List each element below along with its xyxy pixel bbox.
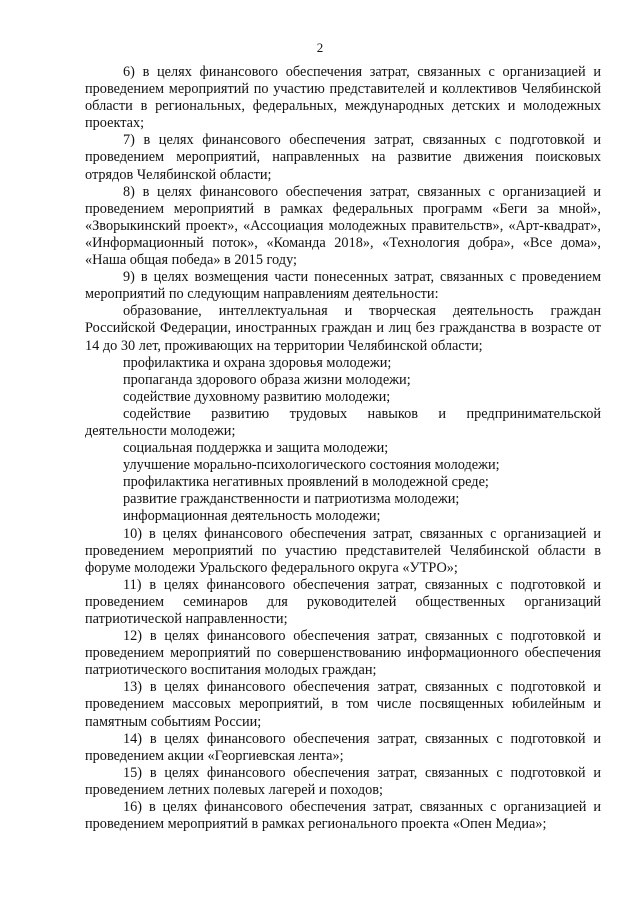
sub-item-health: профилактика и охрана здоровья молодежи; bbox=[123, 354, 392, 371]
paragraph-item-13: 13) в целях финансового обеспечения затрат, связанных с подготовкой и проведением массовых мероприятий, в том числе посвященных юбилейным и памятным событиям России; bbox=[85, 679, 601, 730]
paragraph-item-14: 14) в целях финансового обеспечения затрат, связанных с подготовкой и проведением акции «Георгиевская лента»; bbox=[85, 730, 601, 764]
sub-item-information: информационная деятельность молодежи; bbox=[123, 508, 381, 525]
paragraph-item-10: 10) в целях финансового обеспечения затрат, связанных с организацией и проведением мероприятий по участию представителей Челябинской области в форуме молодежи Уральского федерального округа «УТРО»; bbox=[85, 525, 601, 576]
sub-item-social: социальная поддержка и защита молодежи; bbox=[123, 440, 389, 457]
sub-item-labor: содействие развитию трудовых навыков и предпринимательской деятельности молодежи; bbox=[85, 405, 601, 439]
paragraph-item-16: 16) в целях финансового обеспечения затрат, связанных с организацией и проведением мероприятий в рамках регионального проекта «Опен Медиа»; bbox=[85, 799, 601, 833]
sub-item-education: образование, интеллектуальная и творческая деятельность граждан Российской Федерации, иностранных граждан и лиц без гражданства в возрасте от 14 до 30 лет, проживающих на территории Челябинской области; bbox=[85, 303, 601, 354]
sub-item-patriotism: развитие гражданственности и патриотизма молодежи; bbox=[123, 491, 460, 508]
sub-item-psychological: улучшение морально-психологического состояния молодежи; bbox=[123, 457, 500, 474]
sub-item-prevention: профилактика негативных проявлений в молодежной среде; bbox=[123, 474, 489, 491]
document-body bbox=[85, 64, 601, 833]
paragraph-item-9: 9) в целях возмещения части понесенных затрат, связанных с проведением мероприятий по следующим направлениям деятельности: bbox=[85, 269, 601, 303]
paragraph-item-11: 11) в целях финансового обеспечения затрат, связанных с подготовкой и проведением семинаров для руководителей общественных организаций патриотической направленности; bbox=[85, 576, 601, 627]
paragraph-item-7: 7) в целях финансового обеспечения затрат, связанных с подготовкой и проведением мероприятий, направленных на развитие движения поисковых отрядов Челябинской области; bbox=[85, 132, 601, 183]
page-number: 2 bbox=[316, 40, 324, 55]
paragraph-item-6: 6) в целях финансового обеспечения затрат, связанных с организацией и проведением мероприятий по участию представителей и коллективов Челябинской области в региональных, федеральных, международных детских и молодежных проектах; bbox=[85, 64, 601, 132]
paragraph-item-8: 8) в целях финансового обеспечения затрат, связанных с организацией и проведением мероприятий в рамках федеральных программ «Беги за мной», «Зворыкинский проект», «Ассоциация молодежных правительств», «Арт-квадрат», «Информационный поток», «Команда 2018», «Технология добра», «Все дома», «Наша общая победа» в 2015 году; bbox=[85, 183, 601, 269]
paragraph-item-12: 12) в целях финансового обеспечения затрат, связанных с подготовкой и проведением мероприятий по совершенствованию информационного обеспечения патриотического воспитания молодых граждан; bbox=[85, 628, 601, 679]
sub-item-healthy-lifestyle: пропаганда здорового образа жизни молодежи; bbox=[123, 371, 411, 388]
paragraph-item-15: 15) в целях финансового обеспечения затрат, связанных с подготовкой и проведением летних полевых лагерей и походов; bbox=[85, 764, 601, 798]
sub-item-spiritual: содействие духовному развитию молодежи; bbox=[123, 388, 391, 405]
